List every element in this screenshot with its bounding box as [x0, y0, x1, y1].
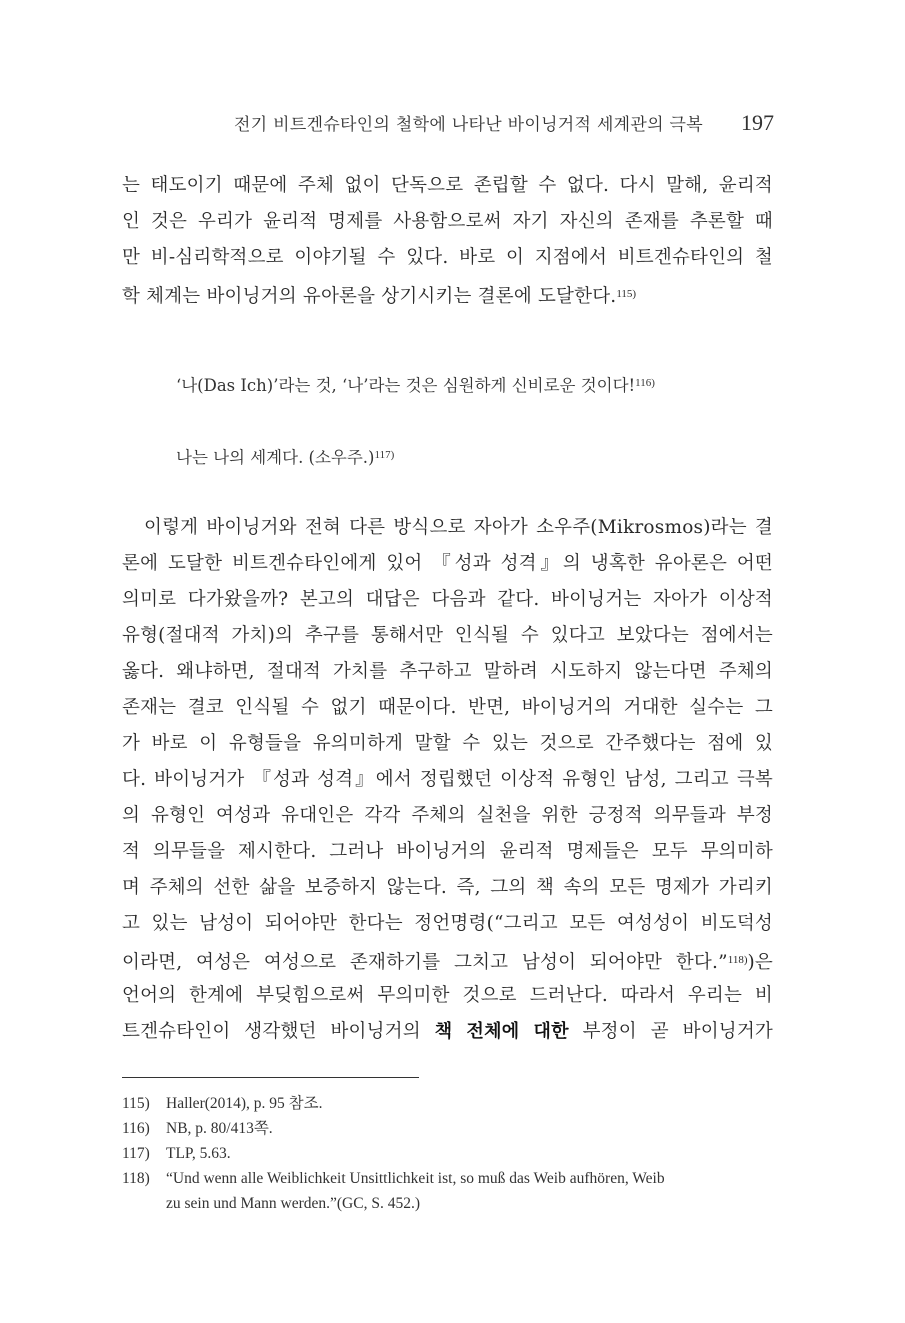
footnote-number: 117) [122, 1145, 150, 1162]
footnote-item [122, 1091, 773, 1116]
paragraph-1 [122, 168, 773, 312]
text-line: 이렇게 바이닝거와 전혀 다른 방식으로 자아가 소우주(Mikrosmos)라는 결 [144, 517, 773, 538]
footnote-number: 116) [122, 1120, 150, 1137]
footnote-ref[interactable]: 118) [727, 954, 748, 966]
text-line: 의미로 다가왔을까? 본고의 대답은 다음과 같다. 바이닝거는 자아가 이상적 [122, 589, 773, 610]
footnote-text: “Und wenn alle Weiblichkeit Unsittlichkeit ist, so muß das Weib aufhören, Weib [166, 1170, 665, 1187]
footnotes [122, 1091, 773, 1216]
text-line: 만 비-심리학적으로 이야기될 수 있다. 바로 이 지점에서 비트겐슈타인의 철 [122, 247, 773, 268]
running-title: 전기 비트겐슈타인의 철학에 나타난 바이닝거적 세계관의 극복 [234, 115, 703, 135]
text-line: 며 주체의 선한 삶을 보증하지 않는다. 즉, 그의 책 속의 모든 명제가 가리키 [122, 877, 773, 898]
text-line: 의 유형인 여성과 유대인은 각각 주체의 실천을 위한 긍정적 의무들과 부정 [122, 805, 773, 826]
paragraph-2 [122, 510, 773, 1050]
footnote-number: 115) [122, 1095, 150, 1112]
text-line: 는 태도이기 때문에 주체 없이 단독으로 존립할 수 없다. 다시 말해, 윤리적 [122, 175, 773, 196]
footnote-text-continued: zu sein und Mann werden.”(GC, S. 452.) [166, 1195, 420, 1212]
footnote-text: Haller(2014), p. 95 참조. [166, 1095, 323, 1112]
footnote-text: NB, p. 80/413쪽. [166, 1120, 273, 1137]
block-quote-1: ‘나(Das Ich)’라는 것, ‘나’라는 것은 심원하게 신비로운 것이다!$^{116)}$ [176, 376, 655, 395]
text-line: 존재는 결코 인식될 수 없기 때문이다. 반면, 바이닝거의 거대한 실수는 그 [122, 697, 773, 718]
text-line: 다. 바이닝거가 『성과 성격』에서 정립했던 이상적 유형인 남성, 그리고 극복 [122, 769, 773, 790]
text-line: 트겐슈타인이 생각했던 바이닝거의 책 전체에 대한 부정이 곧 바이닝거가 [122, 1021, 773, 1042]
footnote-item [122, 1166, 773, 1216]
footnote-text: TLP, 5.63. [166, 1145, 231, 1162]
text-line: 학 체계는 바이닝거의 유아론을 상기시키는 결론에 도달한다.$^{115)}$ [122, 286, 637, 307]
footnote-item [122, 1141, 773, 1166]
text-line: 유형(절대적 가치)의 추구를 통해서만 인식될 수 있다고 보았다는 점에서는 [122, 625, 773, 646]
text-line: 언어의 한계에 부딪힘으로써 무의미한 것으로 드러난다. 따라서 우리는 비 [122, 985, 773, 1006]
footnote-ref[interactable]: 115) [616, 288, 637, 300]
footnote-ref[interactable]: 116) [635, 377, 655, 389]
emphasis-bold: 책 전체에 대한 [434, 1021, 569, 1042]
page-number: 197 [741, 110, 774, 135]
text-line: 인 것은 우리가 윤리적 명제를 사용함으로써 자기 자신의 존재를 추론할 때 [122, 211, 773, 232]
text-line: 옳다. 왜냐하면, 절대적 가치를 추구하고 말하려 시도하지 않는다면 주체의 [122, 661, 773, 682]
text-line: 적 의무들을 제시한다. 그러나 바이닝거의 윤리적 명제들은 모두 무의미하 [122, 841, 773, 862]
running-header [234, 110, 774, 136]
footnote-ref[interactable]: 117) [374, 449, 395, 461]
footnote-number: 118) [122, 1170, 150, 1187]
text-line: 고 있는 남성이 되어야만 한다는 정언명령(“그리고 모든 여성성이 비도덕성 [122, 913, 773, 934]
text-line: 론에 도달한 비트겐슈타인에게 있어 『성과 성격』의 냉혹한 유아론은 어떤 [122, 553, 773, 574]
footnote-item [122, 1116, 773, 1141]
text-line: 이라면, 여성은 여성으로 존재하기를 그치고 남성이 되어야만 한다.”$^{118)}$)은 [122, 952, 773, 973]
block-quote-2: 나는 나의 세계다. (소우주.)$^{117)}$ [176, 448, 395, 467]
footnote-divider [122, 1077, 419, 1078]
text-line: 가 바로 이 유형들을 유의미하게 말할 수 있는 것으로 간주했다는 점에 있 [122, 733, 773, 754]
